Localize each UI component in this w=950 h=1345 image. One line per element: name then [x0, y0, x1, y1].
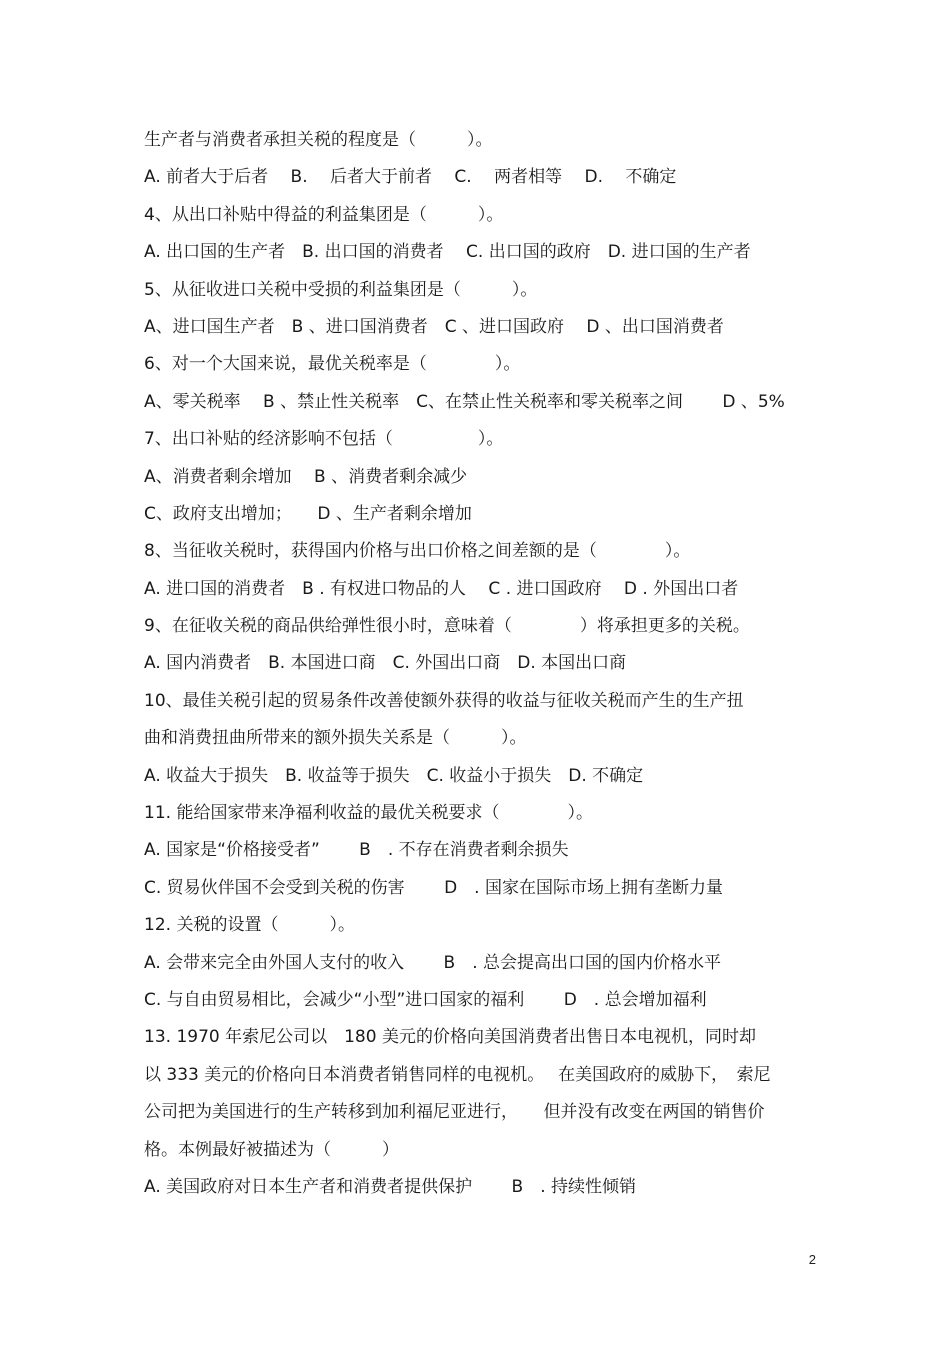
answer-options-line: A、消费者剩余增加 B 、消费者剩余减少: [144, 466, 468, 487]
question-13-continued: 公司把为美国进行的生产转移到加利福尼亚进行， 但并没有改变在两国的销售价: [144, 1102, 765, 1123]
question-10: 10、最佳关税引起的贸易条件改善使额外获得的收益与征收关税而产生的生产扭: [144, 690, 744, 711]
question-11: 11. 能给国家带来净福利收益的最优关税要求（ ）。: [144, 803, 593, 824]
answer-options-line: A. 前者大于后者 B. 后者大于前者 C. 两者相等 D. 不确定: [144, 167, 677, 188]
answer-options-line: A. 国内消费者 B. 本国进口商 C. 外国出口商 D. 本国出口商: [144, 653, 627, 674]
answer-options-line: A. 收益大于损失 B. 收益等于损失 C. 收益小于损失 D. 不确定: [144, 765, 644, 786]
question-13-continued: 格。本例最好被描述为（ ）: [144, 1139, 399, 1160]
question-13: 13. 1970 年索尼公司以 180 美元的价格向美国消费者出售日本电视机，同时却: [144, 1027, 756, 1048]
question-text-block: [144, 122, 814, 1206]
question-12: 12. 关税的设置（ ）。: [144, 915, 355, 936]
answer-options-line: A. 会带来完全由外国人支付的收入 B . 总会提高出口国的国内价格水平: [144, 952, 722, 973]
answer-options-line: A. 进口国的消费者 B . 有权进口物品的人 C . 进口国政府 D . 外国出口者: [144, 578, 739, 599]
answer-options-line: A. 美国政府对日本生产者和消费者提供保护 B . 持续性倾销: [144, 1176, 637, 1197]
question-6: 6、对一个大国来说，最优关税率是（ ）。: [144, 354, 521, 375]
answer-options-line: A、零关税率 B 、禁止性关税率 C、在禁止性关税率和零关税率之间 D 、5%: [144, 391, 785, 412]
answer-options-line: A. 国家是“价格接受者” B . 不存在消费者剩余损失: [144, 840, 569, 861]
answer-options-line: A. 出口国的生产者 B. 出口国的消费者 C. 出口国的政府 D. 进口国的生产者: [144, 242, 751, 263]
answer-options-line: C、政府支出增加； D 、生产者剩余增加: [144, 503, 472, 524]
question-10-continued: 曲和消费扭曲所带来的额外损失关系是（ ）。: [144, 728, 527, 749]
answer-options-line: C. 贸易伙伴国不会受到关税的伤害 D . 国家在国际市场上拥有垄断力量: [144, 877, 723, 898]
page-number: 2: [808, 1252, 816, 1267]
question-9: 9、在征收关税的商品供给弹性很小时，意味着（ ）将承担更多的关税。: [144, 616, 750, 637]
question-13-continued: 以 333 美元的价格向日本消费者销售同样的电视机。 在美国政府的威胁下， 索尼: [144, 1064, 771, 1085]
question-8: 8、当征收关税时，获得国内价格与出口价格之间差额的是（ ）。: [144, 541, 691, 562]
text-line: 生产者与消费者承担关税的程度是（ ）。: [144, 130, 493, 150]
answer-options-line: C. 与自由贸易相比，会减少“小型”进口国家的福利 D . 总会增加福利: [144, 989, 707, 1010]
question-5: 5、从征收进口关税中受损的利益集团是（ ）。: [144, 279, 538, 300]
question-7: 7、出口补贴的经济影响不包括（ ）。: [144, 429, 504, 450]
question-4: 4、从出口补贴中得益的利益集团是（ ）。: [144, 204, 504, 225]
answer-options-line: A、进口国生产者 B 、进口国消费者 C 、进口国政府 D 、出口国消费者: [144, 316, 724, 337]
